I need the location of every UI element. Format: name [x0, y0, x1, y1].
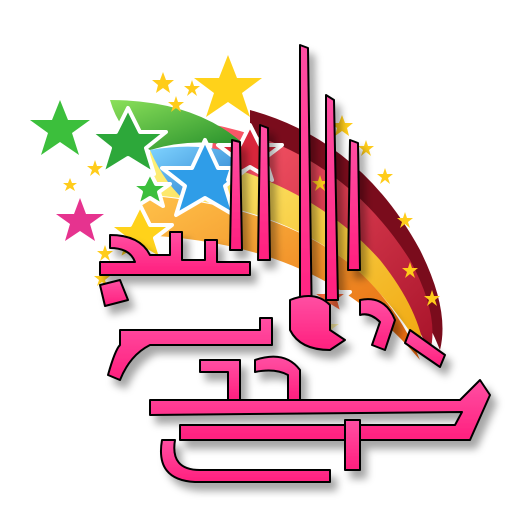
sparkle-star-icon — [184, 80, 200, 96]
calligraphy-stroke — [100, 280, 128, 306]
magenta-star-icon — [56, 198, 104, 241]
calligraphy-stroke — [255, 357, 300, 400]
calligraphy-stroke — [150, 380, 490, 440]
sparkle-star-icon — [358, 140, 374, 156]
sparkle-star-icon — [377, 168, 393, 184]
calligraphy-stroke — [200, 360, 240, 400]
sparkle-star-icon — [63, 178, 77, 191]
yellow-star-icon — [194, 55, 262, 117]
calligraphy-stroke — [230, 140, 242, 250]
calligraphy-stroke — [348, 140, 360, 270]
calligraphy-stroke — [108, 318, 272, 380]
calligraphy-stroke — [161, 440, 330, 482]
calligraphy-stroke — [345, 420, 360, 470]
calligraphy-stroke — [258, 125, 270, 260]
sparkle-star-icon — [152, 72, 174, 93]
green-star-icon — [30, 100, 90, 155]
calligraphy-stroke — [300, 45, 312, 330]
